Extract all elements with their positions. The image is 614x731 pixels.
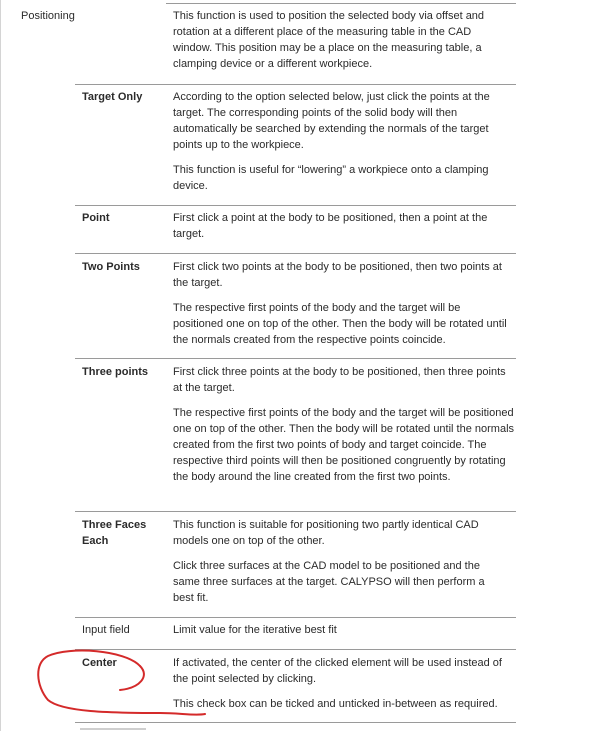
divider — [75, 617, 516, 618]
highlight-tail — [120, 666, 144, 690]
option-description-two-points — [173, 259, 513, 357]
divider — [75, 253, 516, 254]
description-paragraph: This function is suitable for positioning two partly identical CAD models one on top of the other. — [173, 519, 479, 547]
description-paragraph: First click two points at the body to be positioned, then two points at the target. — [173, 261, 502, 289]
next-row-marker — [80, 728, 146, 730]
description-paragraph: Limit value for the iterative best fit — [173, 624, 337, 636]
option-term-input-field: Input field — [82, 624, 130, 636]
option-term-three-points: Three points — [82, 366, 149, 378]
description-paragraph: First click a point at the body to be positioned, then a point at the target. — [173, 212, 488, 240]
divider — [75, 511, 516, 512]
option-description-three-faces-each — [173, 517, 503, 615]
option-term-two-points: Two Points — [82, 261, 140, 273]
divider — [75, 84, 516, 85]
option-description-three-points — [173, 364, 515, 494]
section-description — [173, 8, 503, 81]
divider — [75, 649, 516, 650]
option-description-input-field — [173, 622, 508, 647]
divider — [75, 205, 516, 206]
description-paragraph: The respective first points of the body and the target will be positioned one on top of the other. Then the body will be rotated until the normals created from the respective points coincide. — [173, 302, 507, 346]
description-paragraph: Click three surfaces at the CAD model to be positioned and the same three surfaces at the target. CALYPSO will then perform a best fit. — [173, 560, 485, 604]
description-paragraph: This check box can be ticked and unticked in-between as required. — [173, 698, 498, 710]
section-title: Positioning — [21, 10, 75, 22]
option-term-point: Point — [82, 212, 110, 224]
description-paragraph: If activated, the center of the clicked element will be used instead of the point selected by clicking. — [173, 657, 502, 685]
description-paragraph: The respective first points of the body and the target will be positioned one on top of the other. Then the body will be rotated until the normals created from the first two points of body and target coincide. The respective third points will then be positioned congruently by rotating the body around the line created from the first two points. — [173, 407, 515, 483]
divider — [75, 358, 516, 359]
description-paragraph: According to the option selected below, just click the points at the target. The corresponding points of the solid body will then automatically be searched by extending the normals of the target points up to the workpiece. — [173, 91, 490, 151]
option-term-center: Center — [82, 657, 117, 669]
description-paragraph: First click three points at the body to be positioned, then three points at the target. — [173, 366, 506, 394]
option-description-center — [173, 655, 515, 721]
divider — [166, 3, 516, 4]
option-description-target-only — [173, 89, 508, 203]
page-left-border — [0, 0, 1, 731]
description-paragraph: This function is used to position the selected body via offset and rotation at a different place of the measuring table in the CAD window. This position may be a place on the measuring table, a clamping device or a different workpiece. — [173, 10, 485, 70]
divider — [75, 722, 516, 723]
option-description-point — [173, 210, 508, 251]
option-term-three-faces-each: Three Faces Each — [82, 519, 147, 547]
description-paragraph: This function is useful for “lowering” a workpiece onto a clamping device. — [173, 164, 489, 192]
option-term-target-only: Target Only — [82, 91, 143, 103]
